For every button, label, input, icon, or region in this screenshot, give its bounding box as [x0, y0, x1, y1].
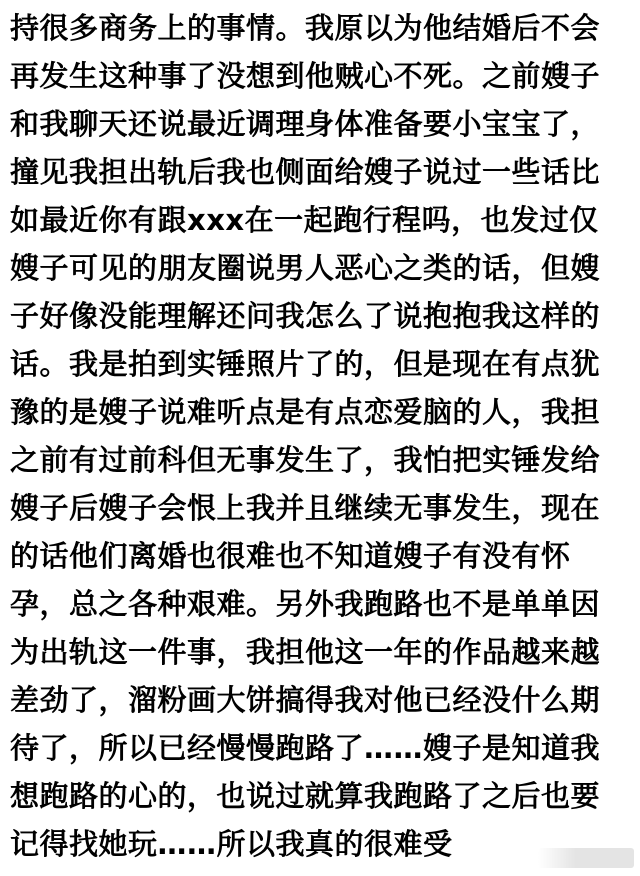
text-line-12: 的话他们离婚也很难也不知道嫂子有没有怀	[10, 539, 571, 573]
text-line-16: 待了，所以已经慢慢跑路了……嫂子是知道我	[10, 731, 601, 765]
text-line-10: 之前有过前科但无事发生了，我怕把实锤发给	[10, 443, 601, 477]
text-line-4: 撞见我担出轨后我也侧面给嫂子说过一些话比	[10, 155, 601, 189]
text-line-1: 持很多商务上的事情。我原以为他结婚后不会	[10, 11, 601, 45]
text-line-6: 嫂子可见的朋友圈说男人恶心之类的话，但嫂	[10, 251, 601, 285]
text-line-14: 为出轨这一件事，我担他这一年的作品越来越	[10, 635, 601, 669]
text-line-7: 子好像没能理解还问我怎么了说抱抱我这样的	[10, 299, 601, 333]
faded-watermark	[538, 848, 634, 868]
text-line-18: 记得找她玩……所以我真的很难受	[10, 827, 453, 861]
text-line-3: 和我聊天还说最近调理身体准备要小宝宝了，	[10, 107, 601, 141]
text-line-8: 话。我是拍到实锤照片了的，但是现在有点犹	[10, 347, 601, 381]
text-line-9: 豫的是嫂子说难听点是有点恋爱脑的人，我担	[10, 395, 601, 429]
text-line-13: 孕，总之各种艰难。另外我跑路也不是单单因	[10, 587, 601, 621]
text-line-5: 如最近你有跟xxx在一起跑行程吗，也发过仅	[10, 203, 599, 237]
text-line-17: 想跑路的心的，也说过就算我跑路了之后也要	[10, 779, 601, 813]
text-line-11: 嫂子后嫂子会恨上我并且继续无事发生，现在	[10, 491, 601, 525]
text-line-2: 再发生这种事了没想到他贼心不死。之前嫂子	[10, 59, 601, 93]
text-line-15: 差劲了，溜粉画大饼搞得我对他已经没什么期	[10, 683, 601, 717]
